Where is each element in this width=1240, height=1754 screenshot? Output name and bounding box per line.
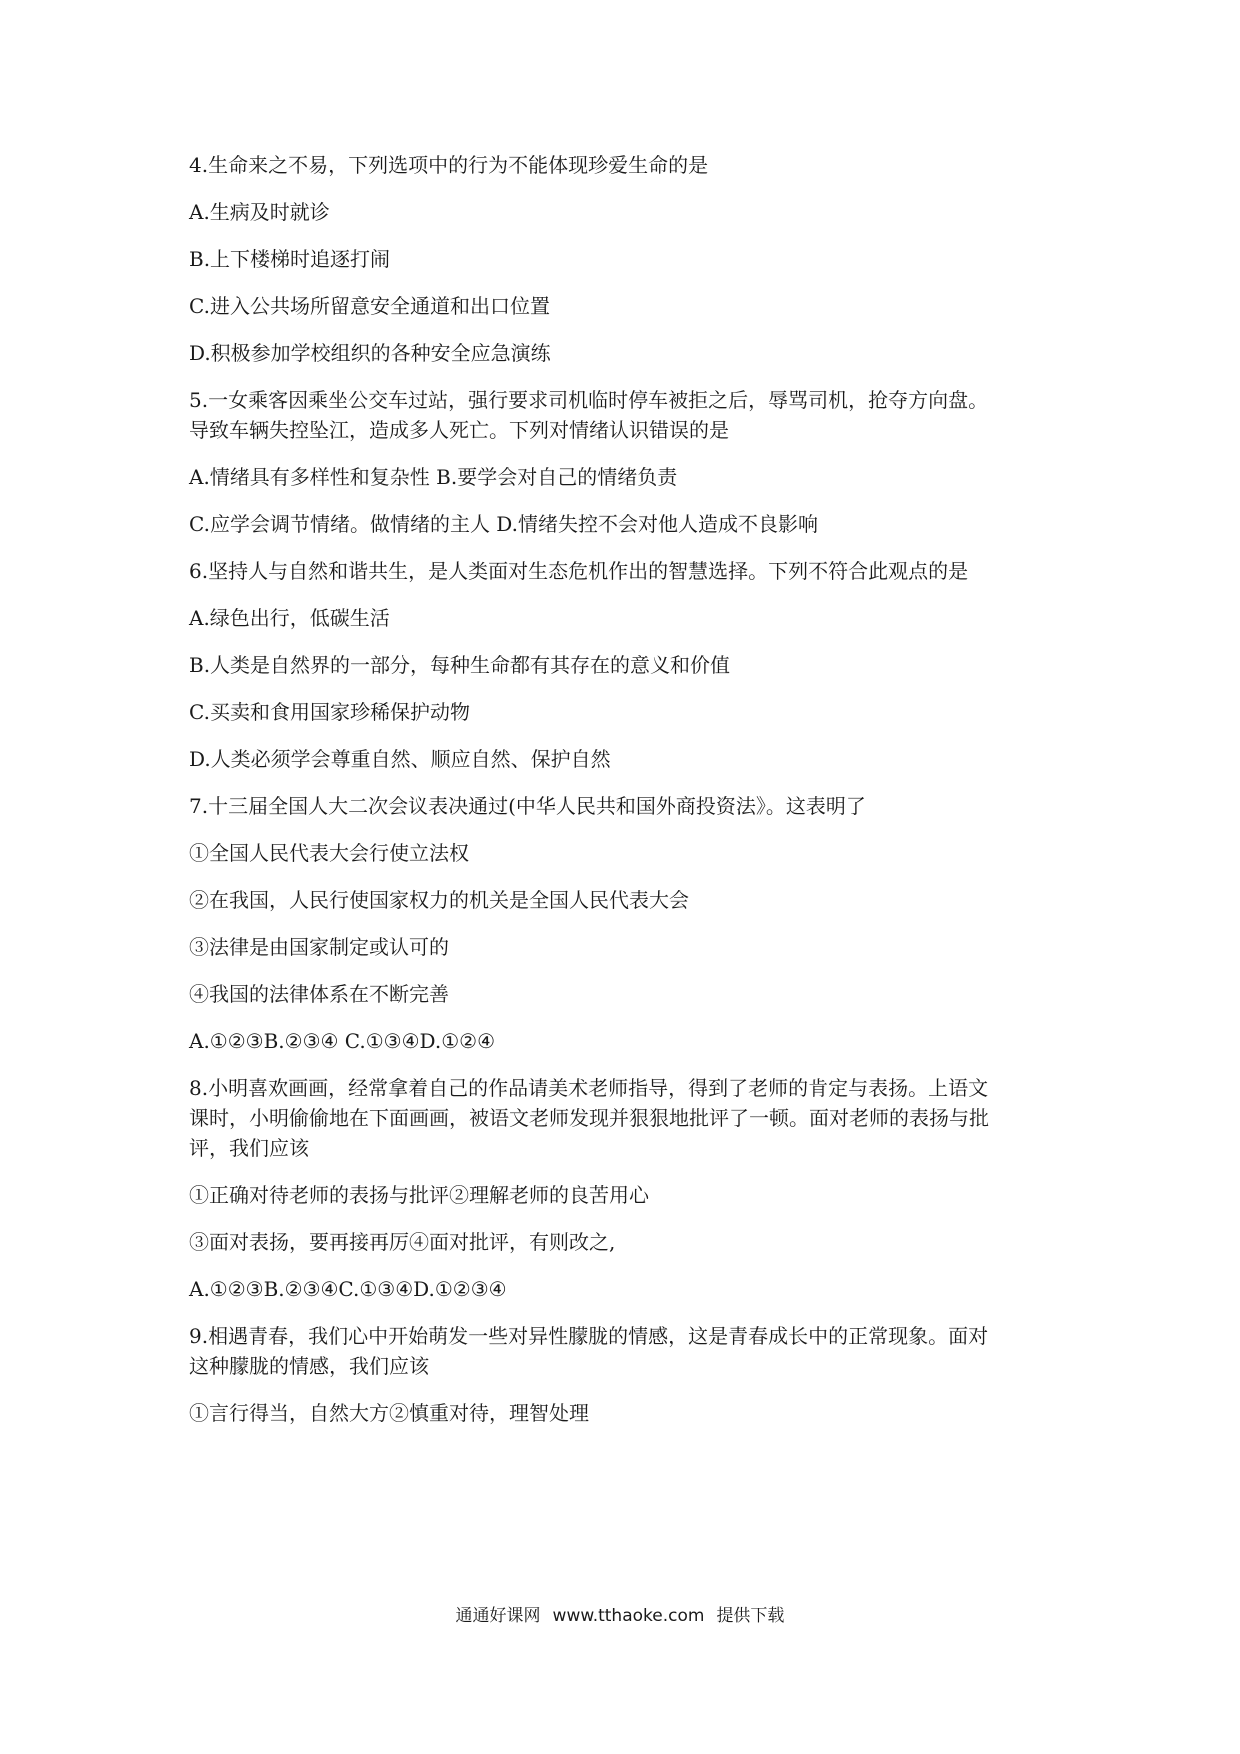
question-4-stem: 4.生命来之不易，下列选项中的行为不能体现珍爱生命的是 bbox=[189, 153, 709, 177]
question-8-stem-line-1: 8.小明喜欢画画，经常拿着自己的作品请美术老师指导，得到了老师的肯定与表扬。上语文 bbox=[189, 1076, 989, 1100]
question-7-statement-2: ②在我国，人民行使国家权力的机关是全国人民代表大会 bbox=[189, 888, 689, 912]
footer-url: www.tthaoke.com bbox=[552, 1606, 705, 1626]
question-5-options-cd: C.应学会调节情绪。做情绪的主人 D.情绪失控不会对他人造成不良影响 bbox=[189, 512, 818, 536]
question-6-stem: 6.坚持人与自然和谐共生，是人类面对生态危机作出的智慧选择。下列不符合此观点的是 bbox=[189, 559, 969, 583]
question-9-statements-12: ①言行得当，自然大方②慎重对待，理智处理 bbox=[189, 1401, 589, 1425]
question-7-options: A.①②③B.②③④ C.①③④D.①②④ bbox=[189, 1029, 495, 1053]
question-5-stem-line-2: 导致车辆失控坠江，造成多人死亡。下列对情绪认识错误的是 bbox=[189, 418, 729, 442]
question-4-option-a: A.生病及时就诊 bbox=[189, 200, 330, 224]
question-5-stem-line-1: 5.一女乘客因乘坐公交车过站，强行要求司机临时停车被拒之后，辱骂司机，抢夺方向盘。 bbox=[189, 388, 989, 412]
question-7-statement-3: ③法律是由国家制定或认可的 bbox=[189, 935, 449, 959]
question-8-stem-line-3: 评，我们应该 bbox=[189, 1136, 309, 1160]
question-8-statements-12: ①正确对待老师的表扬与批评②理解老师的良苦用心 bbox=[189, 1183, 649, 1207]
footer-site-name: 通通好课网 bbox=[455, 1606, 541, 1626]
question-6-option-b: B.人类是自然界的一部分，每种生命都有其存在的意义和价值 bbox=[189, 653, 731, 677]
question-8-options: A.①②③B.②③④C.①③④D.①②③④ bbox=[189, 1277, 507, 1301]
question-6-option-c: C.买卖和食用国家珍稀保护动物 bbox=[189, 700, 470, 724]
question-9-stem-line-1: 9.相遇青春，我们心中开始萌发一些对异性朦胧的情感，这是青春成长中的正常现象。面对 bbox=[189, 1324, 989, 1348]
question-4-option-c: C.进入公共场所留意安全通道和出口位置 bbox=[189, 294, 550, 318]
question-7-statement-4: ④我国的法律体系在不断完善 bbox=[189, 982, 449, 1006]
footer-note: 提供下载 bbox=[716, 1606, 785, 1626]
question-4-option-b: B.上下楼梯时追逐打闹 bbox=[189, 247, 391, 271]
question-5-options-ab: A.情绪具有多样性和复杂性 B.要学会对自己的情绪负责 bbox=[189, 465, 678, 489]
question-8-statements-34: ③面对表扬，要再接再厉④面对批评，有则改之, bbox=[189, 1230, 616, 1254]
question-4-option-d: D.积极参加学校组织的各种安全应急演练 bbox=[189, 341, 551, 365]
page-footer bbox=[0, 1604, 1240, 1628]
question-6-option-d: D.人类必须学会尊重自然、顺应自然、保护自然 bbox=[189, 747, 611, 771]
question-6-option-a: A.绿色出行，低碳生活 bbox=[189, 606, 390, 630]
question-7-statement-1: ①全国人民代表大会行使立法权 bbox=[189, 841, 469, 865]
question-7-stem: 7.十三届全国人大二次会议表决通过(中华人民共和国外商投资法》。这表明了 bbox=[189, 794, 866, 818]
question-8-stem-line-2: 课时，小明偷偷地在下面画画，被语文老师发现并狠狠地批评了一顿。面对老师的表扬与批 bbox=[189, 1106, 989, 1130]
question-9-stem-line-2: 这种朦胧的情感，我们应该 bbox=[189, 1354, 429, 1378]
